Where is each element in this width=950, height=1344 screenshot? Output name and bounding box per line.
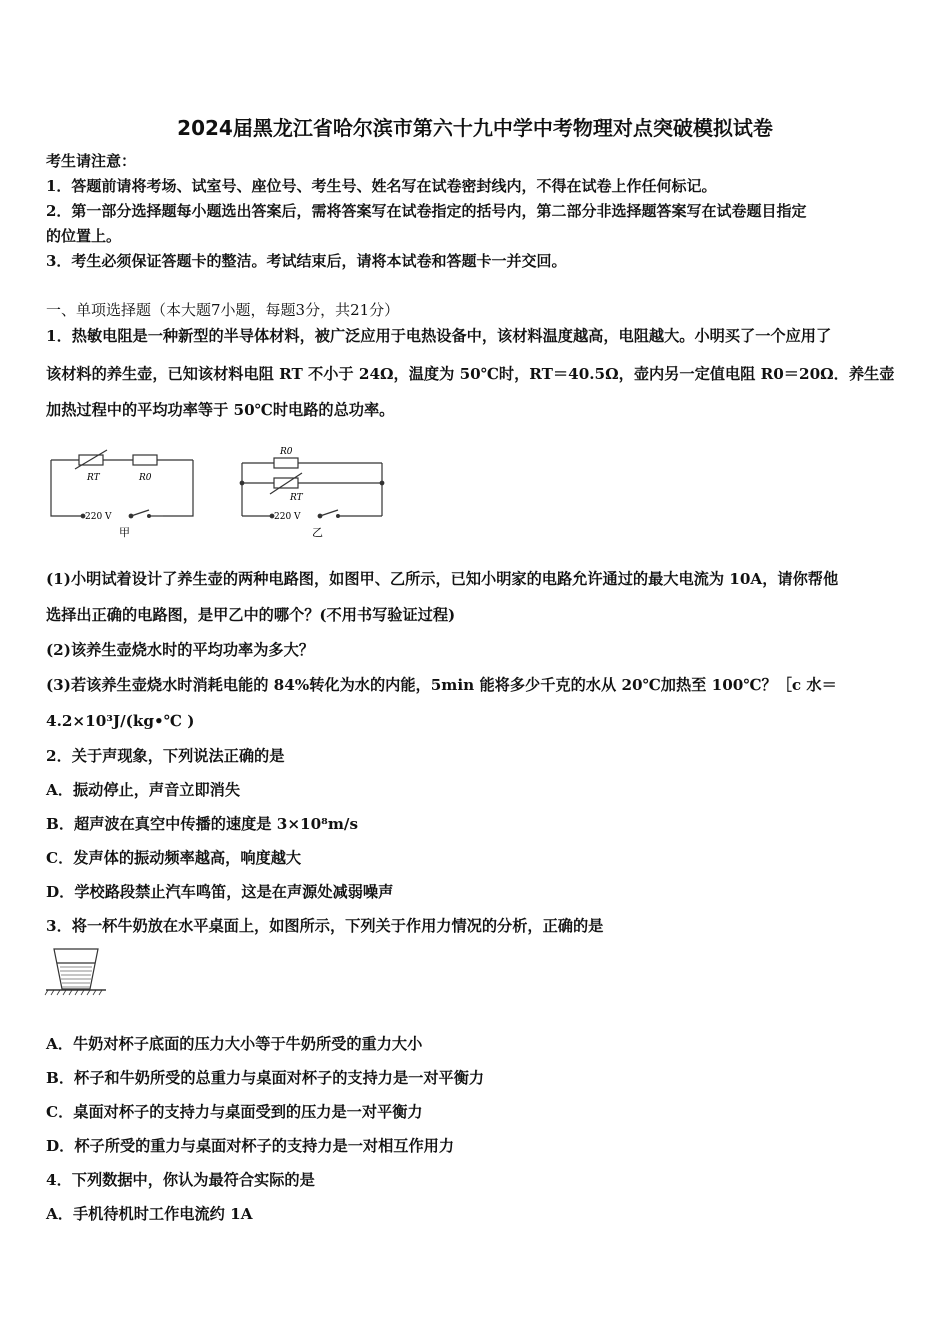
q3-option-a: A．牛奶对杯子底面的压力大小等于牛奶所受的重力大小 <box>46 1035 423 1053</box>
q1-stem-line2: 该材料的养生壶，已知该材料电阻 RT 不小于 24Ω，温度为 50℃时，RT＝40.5Ω，壶内另一定值电阻 R0＝20Ω．养生壶 <box>46 365 895 383</box>
label-jia: 甲 <box>119 526 130 539</box>
section-heading: 一、单项选择题（本大题7小题，每题3分，共21分） <box>46 301 400 319</box>
q2-option-a: A．振动停止，声音立即消失 <box>46 781 241 799</box>
switch <box>131 510 149 516</box>
label-r0: R0 <box>139 473 152 483</box>
q3-option-d: D．杯子所受的重力与桌面对杯子的支持力是一对相互作用力 <box>46 1137 455 1155</box>
label-r0: R0 <box>280 447 293 457</box>
label-rt: RT <box>87 473 100 483</box>
notice-heading: 考生请注意： <box>46 152 137 170</box>
notice-item-3: 3．考生必须保证答题卡的整洁。考试结束后，请将本试卷和答题卡一并交回。 <box>46 252 567 270</box>
label-voltage: 220 V <box>274 512 301 522</box>
q2-option-b: B．超声波在真空中传播的速度是 3×10⁸m/s <box>46 815 358 833</box>
q1-sub2: (2)该养生壶烧水时的平均功率为多大？ <box>46 641 314 659</box>
q3-option-c: C．桌面对杯子的支持力与桌面受到的压力是一对平衡力 <box>46 1103 423 1121</box>
q2-stem: 2．关于声现象，下列说法正确的是 <box>46 747 285 765</box>
q3-stem: 3．将一杯牛奶放在水平桌面上，如图所示，下列关于作用力情况的分析，正确的是 <box>46 917 604 935</box>
q1-stem-line1: 1．热敏电阻是一种新型的半导体材料，被广泛应用于电热设备中，该材料温度越高，电阻越大。小明买了一个应用了 <box>46 327 832 345</box>
q1-sub1-line2: 选择出正确的电路图，是甲乙中的哪个？(不用书写验证过程) <box>46 606 456 624</box>
page-title: 2024届黑龙江省哈尔滨市第六十九中学中考物理对点突破模拟试卷 <box>177 116 773 140</box>
notice-item-2-cont: 的位置上。 <box>46 227 122 245</box>
q4-option-a: A．手机待机时工作电流约 1A <box>46 1205 253 1223</box>
q2-option-c: C．发声体的振动频率越高，响度越大 <box>46 849 302 867</box>
q1-stem-line3: 加热过程中的平均功率等于 50℃时电路的总功率。 <box>46 401 395 419</box>
q1-sub1-line1: (1)小明试着设计了养生壶的两种电路图，如图甲、乙所示，已知小明家的电路允许通过的最大电流为 10A，请你帮他 <box>46 570 839 588</box>
circuit-diagram-yi <box>234 438 394 548</box>
wire <box>51 460 83 516</box>
notice-item-1: 1．答题前请将考场、试室号、座位号、考生号、姓名写在试卷密封线内，不得在试卷上作任何标记。 <box>46 177 717 195</box>
circuit-diagram-jia <box>45 438 205 548</box>
milk-cup-figure <box>44 943 108 999</box>
label-voltage: 220 V <box>85 512 112 522</box>
label-yi: 乙 <box>312 526 323 539</box>
label-rt: RT <box>290 493 303 503</box>
notice-item-2: 2．第一部分选择题每小题选出答案后，需将答案写在试卷指定的括号内，第二部分非选择题答案写在试卷题目指定 <box>46 202 807 220</box>
resistor-r0 <box>274 458 298 468</box>
q3-option-b: B．杯子和牛奶所受的总重力与桌面对杯子的支持力是一对平衡力 <box>46 1069 485 1087</box>
q2-option-d: D．学校路段禁止汽车鸣笛，这是在声源处减弱噪声 <box>46 883 394 901</box>
resistor-r0 <box>133 455 157 465</box>
q1-sub3-line1: (3)若该养生壶烧水时消耗电能的 84%转化为水的内能，5min 能将多少千克的水从 20℃加热至 100℃？［c 水＝ <box>46 676 837 694</box>
q1-sub3-line2: 4.2×10³J/(kg•℃ ) <box>46 712 195 730</box>
q4-stem: 4．下列数据中，你认为最符合实际的是 <box>46 1171 315 1189</box>
